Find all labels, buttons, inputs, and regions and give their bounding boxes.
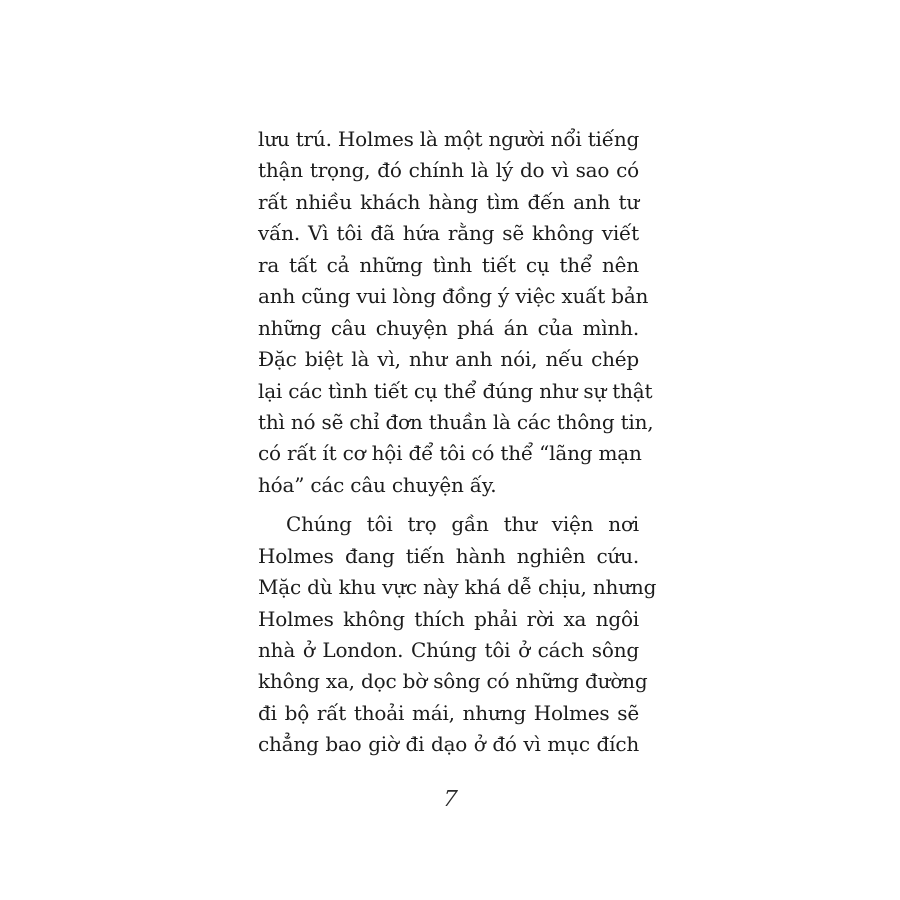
text-line: anh cũng vui lòng đồng ý việc xuất bản bbox=[258, 284, 649, 309]
text-line: Holmes đang tiến hành nghiên cứu. bbox=[258, 543, 639, 568]
text-line: Đặc biệt là vì, như anh nói, nếu chép bbox=[258, 347, 639, 372]
text-line: Holmes không thích phải rời xa ngôi bbox=[258, 606, 639, 631]
body-text bbox=[258, 124, 657, 761]
page-number: 7 bbox=[441, 787, 459, 812]
text-line: chẳng bao giờ đi dạo ở đó vì mục đích bbox=[258, 732, 639, 757]
text-line: không xa, dọc bờ sông có những đường bbox=[258, 669, 648, 694]
text-line: có rất ít cơ hội để tôi có thể “lãng mạn bbox=[258, 441, 642, 466]
text-line: lại các tình tiết cụ thể đúng như sự thật bbox=[258, 378, 653, 403]
text-line: hóa” các câu chuyện ấy. bbox=[258, 472, 497, 497]
text-line: những câu chuyện phá án của mình. bbox=[258, 315, 639, 340]
text-line: lưu trú. Holmes là một người nổi tiếng bbox=[258, 127, 640, 151]
text-line: nhà ở London. Chúng tôi ở cách sông bbox=[258, 638, 639, 662]
text-line: Chúng tôi trọ gần thư viện nơi bbox=[286, 512, 639, 537]
text-line: thì nó sẽ chỉ đơn thuần là các thông tin, bbox=[258, 409, 654, 434]
text-line: thận trọng, đó chính là lý do vì sao có bbox=[258, 158, 639, 183]
text-line: Mặc dù khu vực này khá dễ chịu, nhưng bbox=[258, 575, 657, 600]
text-line: ra tất cả những tình tiết cụ thể nên bbox=[258, 252, 639, 277]
text-line: đi bộ rất thoải mái, nhưng Holmes sẽ bbox=[258, 700, 639, 725]
text-line: vấn. Vì tôi đã hứa rằng sẽ không viết bbox=[258, 221, 639, 246]
paragraph-1 bbox=[258, 124, 654, 501]
paragraph-2 bbox=[258, 509, 657, 761]
text-line: rất nhiều khách hàng tìm đến anh tư bbox=[258, 189, 639, 214]
